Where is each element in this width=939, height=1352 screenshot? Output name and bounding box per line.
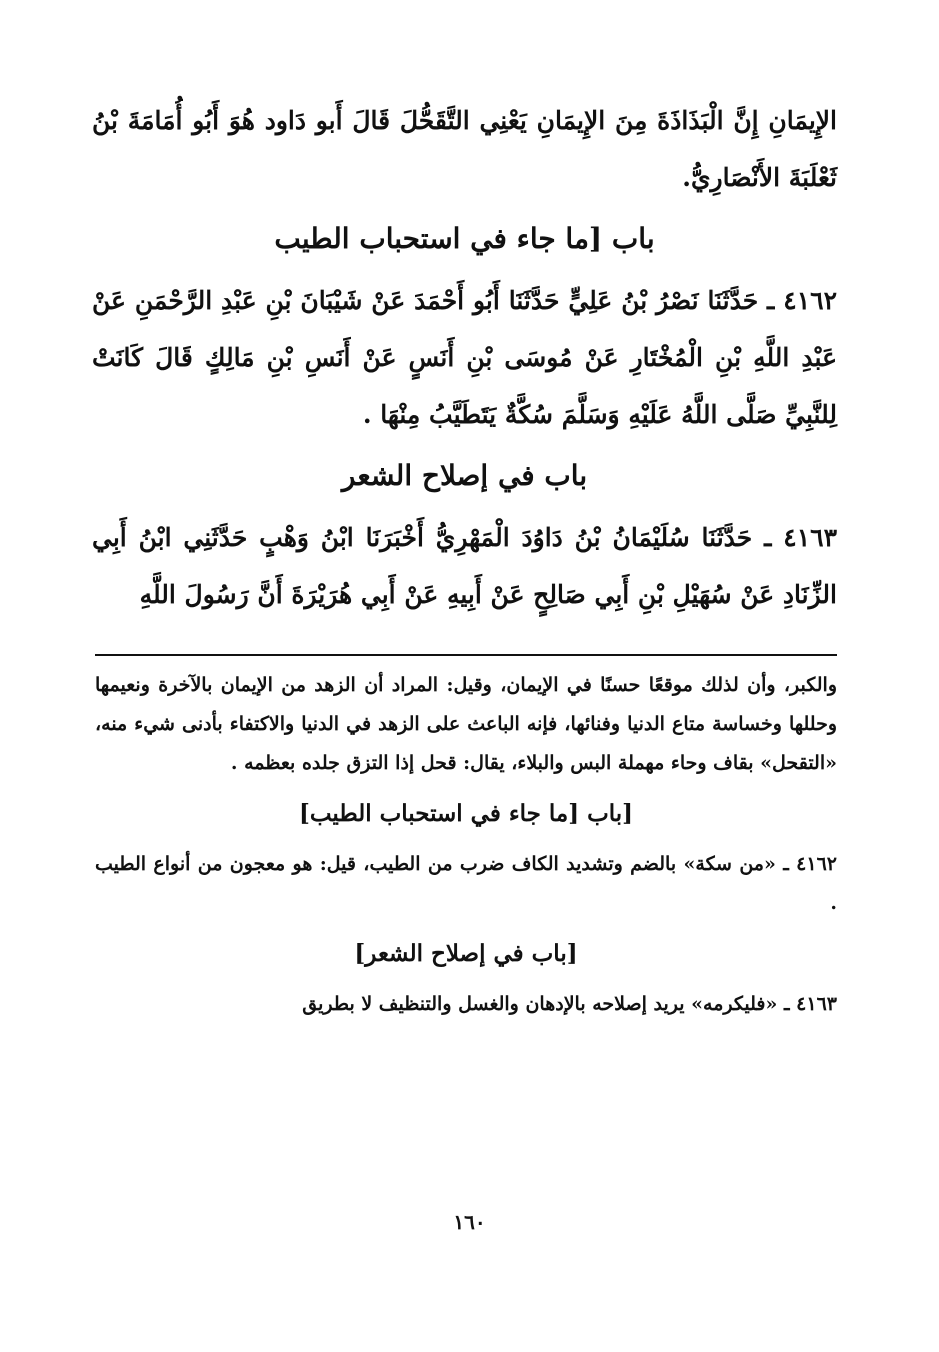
hadith-paragraph — [92, 509, 837, 623]
footnotes — [95, 666, 837, 1024]
footnote-chapter-title: [باب [ما جاء في استحباب الطيب] — [298, 800, 634, 827]
footnote-paragraph — [95, 985, 837, 1024]
chapter-title: باب في إصلاح الشعر — [341, 459, 588, 492]
chapter-title: باب [ما جاء في استحباب الطيب — [274, 222, 655, 255]
hadith-number: ٤١٦٣ — [783, 523, 837, 552]
hadith-text: ـ حَدَّثَنَا نَصْرُ بْنُ عَلِيٍّ حَدَّثَنَا أَبُو أَحْمَدَ عَنْ شَيْبَانَ بْنِ عَبْدِ الرَّحْمَنِ عَنْ عَبْدِ اللَّهِ بْنِ الْمُخْتَارِ عَنْ مُوسَى بْنِ أَنَسٍ عَنْ أَنَسِ بْنِ مَالِكٍ قَالَ كَانَتْ لِلنَّبِيِّ صَلَّى اللَّهُ عَلَيْهِ وَسَلَّمَ سُكَّةٌ يَتَطَيَّبُ مِنْهَا . — [92, 286, 837, 429]
hadith-text: ـ حَدَّثَنَا سُلَيْمَانُ بْنُ دَاوُدَ الْمَهْرِيُّ أَخْبَرَنَا ابْنُ وَهْبٍ حَدَّثَنِي ابْنُ أَبِي الزِّنَادِ عَنْ سُهَيْلِ بْنِ أَبِي صَالِحٍ عَنْ أَبِيهِ عَنْ أَبِي هُرَيْرَةَ أَنَّ رَسُولَ اللَّهِ — [92, 523, 837, 609]
footnote-text: ـ «من سكة» بالضم وتشديد الكاف ضرب من الطيب، قيل: هو معجون من أنواع الطيب . — [95, 853, 837, 914]
hadith-number: ٤١٦٢ — [783, 286, 837, 315]
footnote-divider — [95, 654, 837, 656]
footnote-paragraph — [95, 845, 837, 923]
footnote-number: ٤١٦٣ — [796, 993, 837, 1015]
page-number: ١٦٠ — [453, 1210, 486, 1234]
footnote-paragraph: والكبر، وأن لذلك موقعًا حسنًا في الإيمان، وقيل: المراد أن الزهد من الإيمان بالآخرة ونعيمها وحللها وخساسة متاع الدنيا وفنائها، فإنه الباعث على الزهد في الدنيا والاكتفاء بأدنى شيء منه، «التقحل» بقاف وحاء مهملة البس والبلاء، يقال: قحل إذا التزق جلده بعظمه . — [95, 674, 837, 774]
footnote-chapter-title: [باب في إصلاح الشعر] — [354, 940, 578, 967]
footnote-text: ـ «فليكرمه» يريد إصلاحه بالإدهان والغسل والتنظيف لا بطريق — [302, 993, 790, 1015]
main-paragraph: الإِيمَانِ إِنَّ الْبَذَاذَةَ مِنَ الإِيمَانِ يَعْنِي التَّقَحُّلَ قَالَ أَبو دَاود هُوَ أَبُو أُمَامَةَ بْنُ ثَعْلَبَةَ الأَنْصَارِيُّ. — [92, 106, 837, 192]
hadith-paragraph — [92, 272, 837, 443]
main-text — [92, 92, 837, 623]
footnote-number: ٤١٦٢ — [796, 853, 837, 875]
